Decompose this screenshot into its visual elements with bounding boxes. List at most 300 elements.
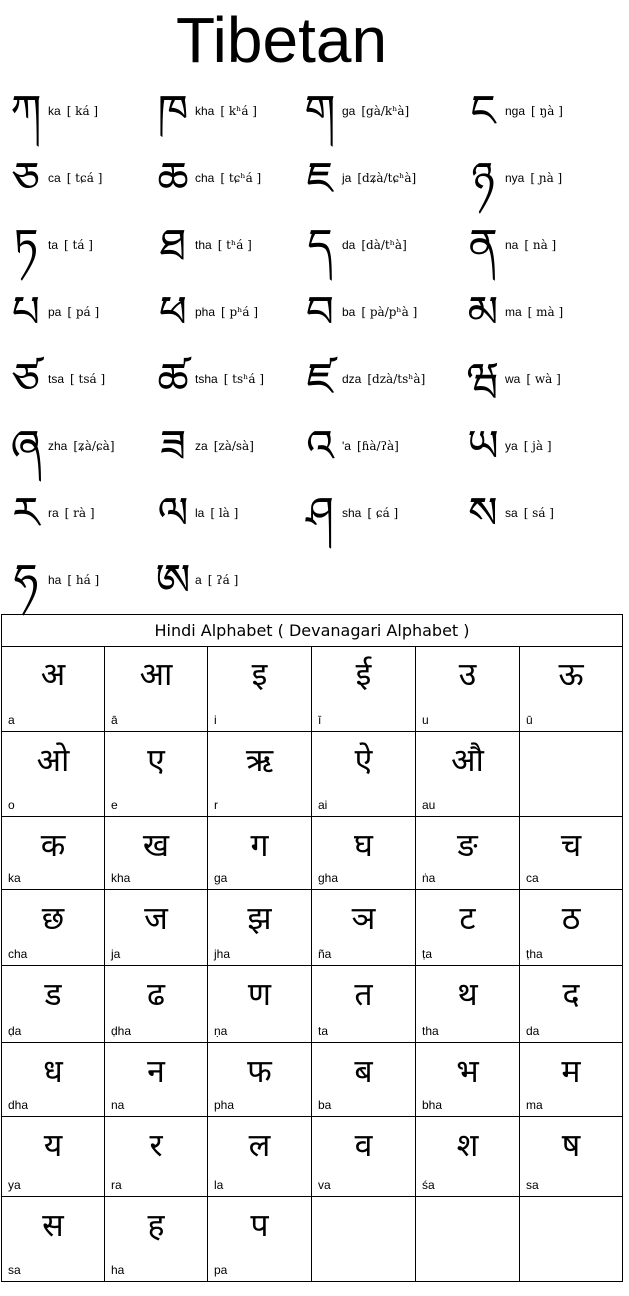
tibetan-ipa: [ kʰá ]	[220, 104, 257, 118]
tibetan-letter	[457, 417, 614, 484]
tibetan-ipa: [ jà ]	[523, 439, 552, 453]
tibetan-romanization: ta	[48, 238, 59, 252]
hindi-glyph: आ	[139, 655, 173, 693]
tibetan-row	[0, 551, 629, 618]
tibetan-letter	[457, 484, 614, 551]
tibetan-ipa: [ tá ]	[64, 238, 93, 252]
tibetan-glyph: ཡ	[467, 421, 499, 472]
tibetan-glyph: བ	[305, 287, 335, 338]
hindi-glyph: द	[562, 975, 580, 1013]
hindi-glyph: ट	[459, 899, 476, 937]
tibetan-label	[48, 238, 158, 252]
hindi-glyph: ल	[248, 1126, 271, 1164]
hindi-glyph: ढ	[146, 975, 166, 1013]
hindi-romanization: ṇa	[214, 1024, 228, 1038]
tibetan-glyph: ཧ	[13, 555, 39, 606]
hindi-glyph: ख	[142, 826, 170, 864]
hindi-letter	[520, 732, 622, 816]
hindi-letter	[312, 966, 416, 1042]
tibetan-label	[48, 372, 158, 386]
hindi-glyph: ङ	[457, 826, 478, 864]
tibetan-label	[195, 104, 305, 118]
hindi-letter	[312, 1197, 416, 1281]
hindi-glyph: ह	[147, 1206, 165, 1244]
hindi-romanization: sa	[8, 1263, 21, 1277]
tibetan-row	[0, 484, 629, 551]
tibetan-ipa: [ʑà/ɕà]	[73, 439, 115, 453]
hindi-glyph: व	[354, 1126, 373, 1164]
tibetan-label	[505, 506, 615, 520]
hindi-letter	[2, 646, 105, 731]
tibetan-glyph: ང	[470, 86, 496, 137]
hindi-glyph: फ	[247, 1052, 272, 1090]
hindi-letter	[105, 732, 208, 816]
hindi-letter	[416, 817, 520, 889]
hindi-letter	[2, 817, 105, 889]
hindi-row	[2, 966, 622, 1043]
hindi-letter	[520, 890, 622, 965]
hindi-romanization: gha	[318, 871, 339, 885]
hindi-glyph: ऊ	[558, 655, 584, 693]
tibetan-ipa: [ wà ]	[526, 372, 561, 386]
tibetan-ipa: [gà/kʰà]	[361, 104, 410, 118]
hindi-glyph: ड	[44, 975, 62, 1013]
hindi-romanization: la	[214, 1178, 224, 1192]
tibetan-ipa: [ tʰá ]	[217, 238, 252, 252]
tibetan-romanization: ha	[48, 573, 62, 587]
hindi-romanization: ta	[318, 1024, 329, 1038]
tibetan-label	[505, 171, 615, 185]
hindi-glyph: र	[149, 1126, 163, 1164]
hindi-romanization: ca	[526, 871, 539, 885]
hindi-glyph: इ	[251, 655, 268, 693]
hindi-romanization: pa	[214, 1263, 228, 1277]
tibetan-romanization: la	[195, 506, 205, 520]
hindi-letter	[208, 732, 312, 816]
tibetan-ipa: [ nà ]	[524, 238, 557, 252]
hindi-romanization: ī	[318, 713, 322, 727]
tibetan-row	[0, 82, 629, 149]
hindi-row	[2, 1117, 622, 1197]
tibetan-romanization: tsa	[48, 372, 65, 386]
tibetan-label	[505, 104, 615, 118]
hindi-romanization: ḍha	[111, 1024, 132, 1038]
hindi-letter	[105, 646, 208, 731]
tibetan-label	[195, 506, 305, 520]
tibetan-glyph: ཉ	[471, 153, 495, 204]
tibetan-romanization: cha	[195, 171, 215, 185]
tibetan-label	[342, 104, 452, 118]
tibetan-glyph: ཤ	[306, 488, 334, 539]
hindi-glyph: ऐ	[354, 741, 373, 779]
tibetan-label	[505, 439, 615, 453]
tibetan-letter	[457, 149, 614, 216]
tibetan-letter	[0, 551, 157, 618]
hindi-glyph: अ	[40, 655, 66, 693]
hindi-glyph: त	[354, 975, 373, 1013]
hindi-letter	[105, 890, 208, 965]
hindi-letter	[208, 817, 312, 889]
tibetan-letter	[0, 484, 157, 551]
tibetan-row	[0, 216, 629, 283]
hindi-glyph: औ	[451, 741, 484, 779]
hindi-romanization: ṭa	[422, 947, 433, 961]
hindi-glyph: थ	[457, 975, 478, 1013]
tibetan-romanization: ka	[48, 104, 61, 118]
tibetan-glyph: ར	[12, 488, 40, 539]
hindi-glyph: ठ	[561, 899, 581, 937]
tibetan-letter	[0, 417, 157, 484]
tibetan-glyph: ཨ	[155, 555, 191, 606]
hindi-letter	[2, 1197, 105, 1281]
tibetan-romanization: na	[505, 238, 519, 252]
hindi-glyph: श	[456, 1126, 479, 1164]
hindi-romanization: e	[111, 798, 118, 812]
tibetan-ipa: [ pʰá ]	[221, 305, 259, 319]
tibetan-glyph: ཛ	[306, 354, 334, 405]
tibetan-ipa: [ mà ]	[527, 305, 564, 319]
tibetan-glyph: ཅ	[12, 153, 40, 204]
hindi-letter	[520, 1043, 622, 1116]
tibetan-letter	[294, 350, 451, 417]
hindi-romanization: ṅa	[422, 871, 436, 885]
hindi-romanization: o	[8, 798, 15, 812]
tibetan-letter	[457, 350, 614, 417]
tibetan-ipa: [ ɕá ]	[367, 506, 399, 520]
tibetan-glyph: ལ	[157, 488, 189, 539]
tibetan-glyph: ས	[468, 488, 498, 539]
hindi-letter	[312, 817, 416, 889]
hindi-row	[2, 890, 622, 966]
tibetan-ipa: [ ɲà ]	[530, 171, 563, 185]
hindi-romanization: śa	[422, 1178, 435, 1192]
hindi-alphabet-table	[1, 614, 623, 1282]
hindi-letter	[416, 966, 520, 1042]
hindi-glyph: ध	[43, 1052, 63, 1090]
tibetan-ipa: [dʑà/tɕʰà]	[357, 171, 417, 185]
tibetan-glyph: ཚ	[157, 354, 189, 405]
tibetan-glyph: ཇ	[306, 153, 334, 204]
hindi-letter	[208, 1043, 312, 1116]
hindi-romanization: ka	[8, 871, 21, 885]
hindi-letter	[312, 732, 416, 816]
hindi-romanization: sa	[526, 1178, 539, 1192]
tibetan-label	[505, 238, 615, 252]
tibetan-glyph: མ	[467, 287, 499, 338]
tibetan-letter	[147, 350, 304, 417]
hindi-glyph: प	[250, 1206, 269, 1244]
hindi-romanization: ra	[111, 1178, 122, 1192]
hindi-letter	[312, 1117, 416, 1196]
hindi-romanization: ai	[318, 798, 328, 812]
hindi-glyph: भ	[456, 1052, 479, 1090]
hindi-romanization: jha	[214, 947, 231, 961]
hindi-letter	[208, 646, 312, 731]
hindi-glyph: ब	[354, 1052, 373, 1090]
tibetan-label	[342, 238, 452, 252]
tibetan-row	[0, 149, 629, 216]
tibetan-romanization: zha	[48, 439, 68, 453]
hindi-table-title: Hindi Alphabet ( Devanagari Alphabet )	[2, 615, 622, 647]
tibetan-label	[48, 573, 158, 587]
tibetan-romanization: a	[195, 573, 202, 587]
tibetan-romanization: ya	[505, 439, 518, 453]
hindi-romanization: ña	[318, 947, 332, 961]
tibetan-letter	[147, 283, 304, 350]
tibetan-label	[48, 439, 158, 453]
tibetan-letter	[457, 283, 614, 350]
tibetan-letter	[147, 149, 304, 216]
hindi-letter	[520, 1197, 622, 1281]
hindi-letter	[105, 1117, 208, 1196]
hindi-letter	[520, 1117, 622, 1196]
tibetan-ipa: [ tɕʰá ]	[220, 171, 262, 185]
tibetan-ipa: [ ʔá ]	[207, 573, 239, 587]
tibetan-label	[342, 372, 452, 386]
hindi-romanization: dha	[8, 1098, 29, 1112]
tibetan-label	[505, 305, 615, 319]
tibetan-glyph: ཀ	[10, 86, 42, 137]
tibetan-letter	[0, 82, 157, 149]
tibetan-letter	[294, 283, 451, 350]
tibetan-row	[0, 283, 629, 350]
hindi-glyph: ण	[247, 975, 272, 1013]
hindi-romanization: ū	[526, 713, 533, 727]
tibetan-letter	[147, 216, 304, 283]
tibetan-ipa: [dà/tʰà]	[361, 238, 407, 252]
hindi-romanization: ba	[318, 1098, 332, 1112]
tibetan-ipa: [ tsʰá ]	[223, 372, 265, 386]
tibetan-romanization: ja	[342, 171, 352, 185]
tibetan-romanization: tha	[195, 238, 212, 252]
tibetan-romanization: za	[195, 439, 208, 453]
tibetan-label	[195, 305, 305, 319]
hindi-glyph: ष	[561, 1126, 581, 1164]
tibetan-glyph: ན	[468, 220, 498, 271]
hindi-letter	[105, 966, 208, 1042]
tibetan-glyph: ཞ	[10, 421, 42, 472]
tibetan-letter	[0, 350, 157, 417]
hindi-glyph: ई	[355, 655, 372, 693]
tibetan-glyph: ཟ	[159, 421, 187, 472]
hindi-letter	[105, 1197, 208, 1281]
hindi-letter	[312, 890, 416, 965]
hindi-glyph: छ	[41, 899, 65, 937]
tibetan-letter	[147, 484, 304, 551]
hindi-romanization: cha	[8, 947, 28, 961]
hindi-romanization: tha	[422, 1024, 439, 1038]
tibetan-romanization: tsha	[195, 372, 218, 386]
hindi-letter	[416, 890, 520, 965]
hindi-romanization: ā	[111, 713, 118, 727]
tibetan-romanization: wa	[505, 372, 521, 386]
hindi-letter	[416, 1117, 520, 1196]
tibetan-letter	[147, 417, 304, 484]
tibetan-romanization: dza	[342, 372, 362, 386]
tibetan-letter	[147, 82, 304, 149]
tibetan-letter	[457, 216, 614, 283]
tibetan-ipa: [ ká ]	[66, 104, 99, 118]
tibetan-romanization: 'a	[342, 439, 351, 453]
tibetan-row	[0, 350, 629, 417]
hindi-romanization: a	[8, 713, 15, 727]
tibetan-letter	[294, 417, 451, 484]
tibetan-label	[48, 305, 158, 319]
tibetan-label	[505, 372, 615, 386]
tibetan-romanization: ra	[48, 506, 59, 520]
tibetan-romanization: ba	[342, 305, 356, 319]
hindi-glyph: ओ	[36, 741, 70, 779]
tibetan-ipa: [ ŋà ]	[531, 104, 563, 118]
hindi-glyph: च	[560, 826, 582, 864]
hindi-letter	[2, 1117, 105, 1196]
tibetan-ipa: [zà/sà]	[213, 439, 254, 453]
hindi-glyph: ञ	[351, 899, 376, 937]
tibetan-ipa: [ɦà/ʔà]	[356, 439, 399, 453]
hindi-romanization: ṭha	[526, 947, 543, 961]
hindi-row	[2, 732, 622, 817]
tibetan-letter	[294, 484, 451, 551]
tibetan-label	[342, 171, 452, 185]
tibetan-glyph: ད	[307, 220, 333, 271]
tibetan-glyph: ཆ	[157, 153, 189, 204]
tibetan-letter	[294, 82, 451, 149]
hindi-glyph: ए	[147, 741, 165, 779]
tibetan-ipa: [ rà ]	[64, 506, 95, 520]
tibetan-romanization: ca	[48, 171, 61, 185]
tibetan-glyph: འ	[306, 421, 334, 472]
tibetan-letter	[294, 149, 451, 216]
tibetan-romanization: pa	[48, 305, 62, 319]
tibetan-romanization: nga	[505, 104, 526, 118]
hindi-letter	[105, 817, 208, 889]
hindi-letter	[2, 1043, 105, 1116]
tibetan-ipa: [ tsá ]	[70, 372, 106, 386]
tibetan-label	[195, 439, 305, 453]
hindi-letter	[2, 890, 105, 965]
hindi-glyph: म	[561, 1052, 581, 1090]
tibetan-letter	[0, 283, 157, 350]
tibetan-romanization: kha	[195, 104, 215, 118]
hindi-romanization: da	[526, 1024, 540, 1038]
hindi-letter	[312, 1043, 416, 1116]
tibetan-label	[48, 104, 158, 118]
tibetan-label	[342, 439, 452, 453]
hindi-glyph: ज	[144, 899, 168, 937]
hindi-glyph: झ	[247, 899, 272, 937]
hindi-letter	[416, 646, 520, 731]
page-title: Tibetan	[175, 4, 388, 76]
hindi-romanization: r	[214, 798, 218, 812]
tibetan-ipa: [ là ]	[210, 506, 239, 520]
hindi-row	[2, 1197, 622, 1281]
tibetan-ipa: [ pá ]	[67, 305, 100, 319]
tibetan-label	[48, 171, 158, 185]
tibetan-glyph: ཙ	[12, 354, 40, 405]
hindi-glyph: क	[40, 826, 66, 864]
hindi-letter	[520, 817, 622, 889]
tibetan-letter	[147, 551, 304, 618]
hindi-romanization: ha	[111, 1263, 125, 1277]
tibetan-ipa: [dzà/tsʰà]	[367, 372, 426, 386]
tibetan-glyph: པ	[11, 287, 41, 338]
hindi-letter	[416, 732, 520, 816]
tibetan-letter	[457, 82, 614, 149]
tibetan-glyph: ཏ	[13, 220, 39, 271]
tibetan-letter	[294, 216, 451, 283]
tibetan-romanization: da	[342, 238, 356, 252]
hindi-letter	[520, 966, 622, 1042]
hindi-glyph: उ	[458, 655, 477, 693]
hindi-row	[2, 1043, 622, 1117]
tibetan-label	[48, 506, 158, 520]
tibetan-label	[342, 506, 452, 520]
hindi-romanization: bha	[422, 1098, 443, 1112]
tibetan-ipa: [ sá ]	[523, 506, 554, 520]
tibetan-romanization: nya	[505, 171, 525, 185]
tibetan-letter	[0, 149, 157, 216]
tibetan-label	[342, 305, 452, 319]
hindi-letter	[208, 890, 312, 965]
hindi-romanization: i	[214, 713, 217, 727]
hindi-romanization: kha	[111, 871, 131, 885]
hindi-romanization: pha	[214, 1098, 235, 1112]
tibetan-romanization: ga	[342, 104, 356, 118]
hindi-romanization: va	[318, 1178, 331, 1192]
hindi-romanization: ma	[526, 1098, 543, 1112]
hindi-romanization: ja	[111, 947, 121, 961]
hindi-glyph: ऋ	[245, 741, 274, 779]
hindi-romanization: ḍa	[8, 1024, 22, 1038]
hindi-letter	[208, 1197, 312, 1281]
tibetan-romanization: ma	[505, 305, 522, 319]
hindi-glyph: घ	[354, 826, 373, 864]
hindi-romanization: u	[422, 713, 429, 727]
tibetan-label	[195, 573, 305, 587]
tibetan-row	[0, 417, 629, 484]
tibetan-romanization: sha	[342, 506, 362, 520]
hindi-row	[2, 646, 622, 732]
hindi-row	[2, 817, 622, 890]
tibetan-glyph: ཝ	[466, 354, 500, 405]
hindi-glyph: स	[42, 1206, 64, 1244]
tibetan-glyph: ཁ	[157, 86, 189, 137]
hindi-glyph: न	[147, 1052, 165, 1090]
hindi-letter	[520, 646, 622, 731]
hindi-letter	[208, 966, 312, 1042]
hindi-letter	[2, 732, 105, 816]
tibetan-letter	[0, 216, 157, 283]
hindi-romanization: ga	[214, 871, 228, 885]
hindi-letter	[2, 966, 105, 1042]
tibetan-romanization: pha	[195, 305, 216, 319]
hindi-romanization: ya	[8, 1178, 21, 1192]
hindi-glyph: य	[43, 1126, 63, 1164]
hindi-letter	[416, 1043, 520, 1116]
tibetan-glyph: ག	[304, 86, 336, 137]
hindi-glyph: ग	[250, 826, 269, 864]
tibetan-label	[195, 372, 305, 386]
tibetan-glyph: ཐ	[159, 220, 187, 271]
tibetan-ipa: [ tɕá ]	[66, 171, 103, 185]
hindi-letter	[105, 1043, 208, 1116]
hindi-romanization: au	[422, 798, 436, 812]
hindi-letter	[416, 1197, 520, 1281]
hindi-romanization: na	[111, 1098, 125, 1112]
tibetan-romanization: sa	[505, 506, 518, 520]
hindi-letter	[312, 646, 416, 731]
hindi-letter	[208, 1117, 312, 1196]
